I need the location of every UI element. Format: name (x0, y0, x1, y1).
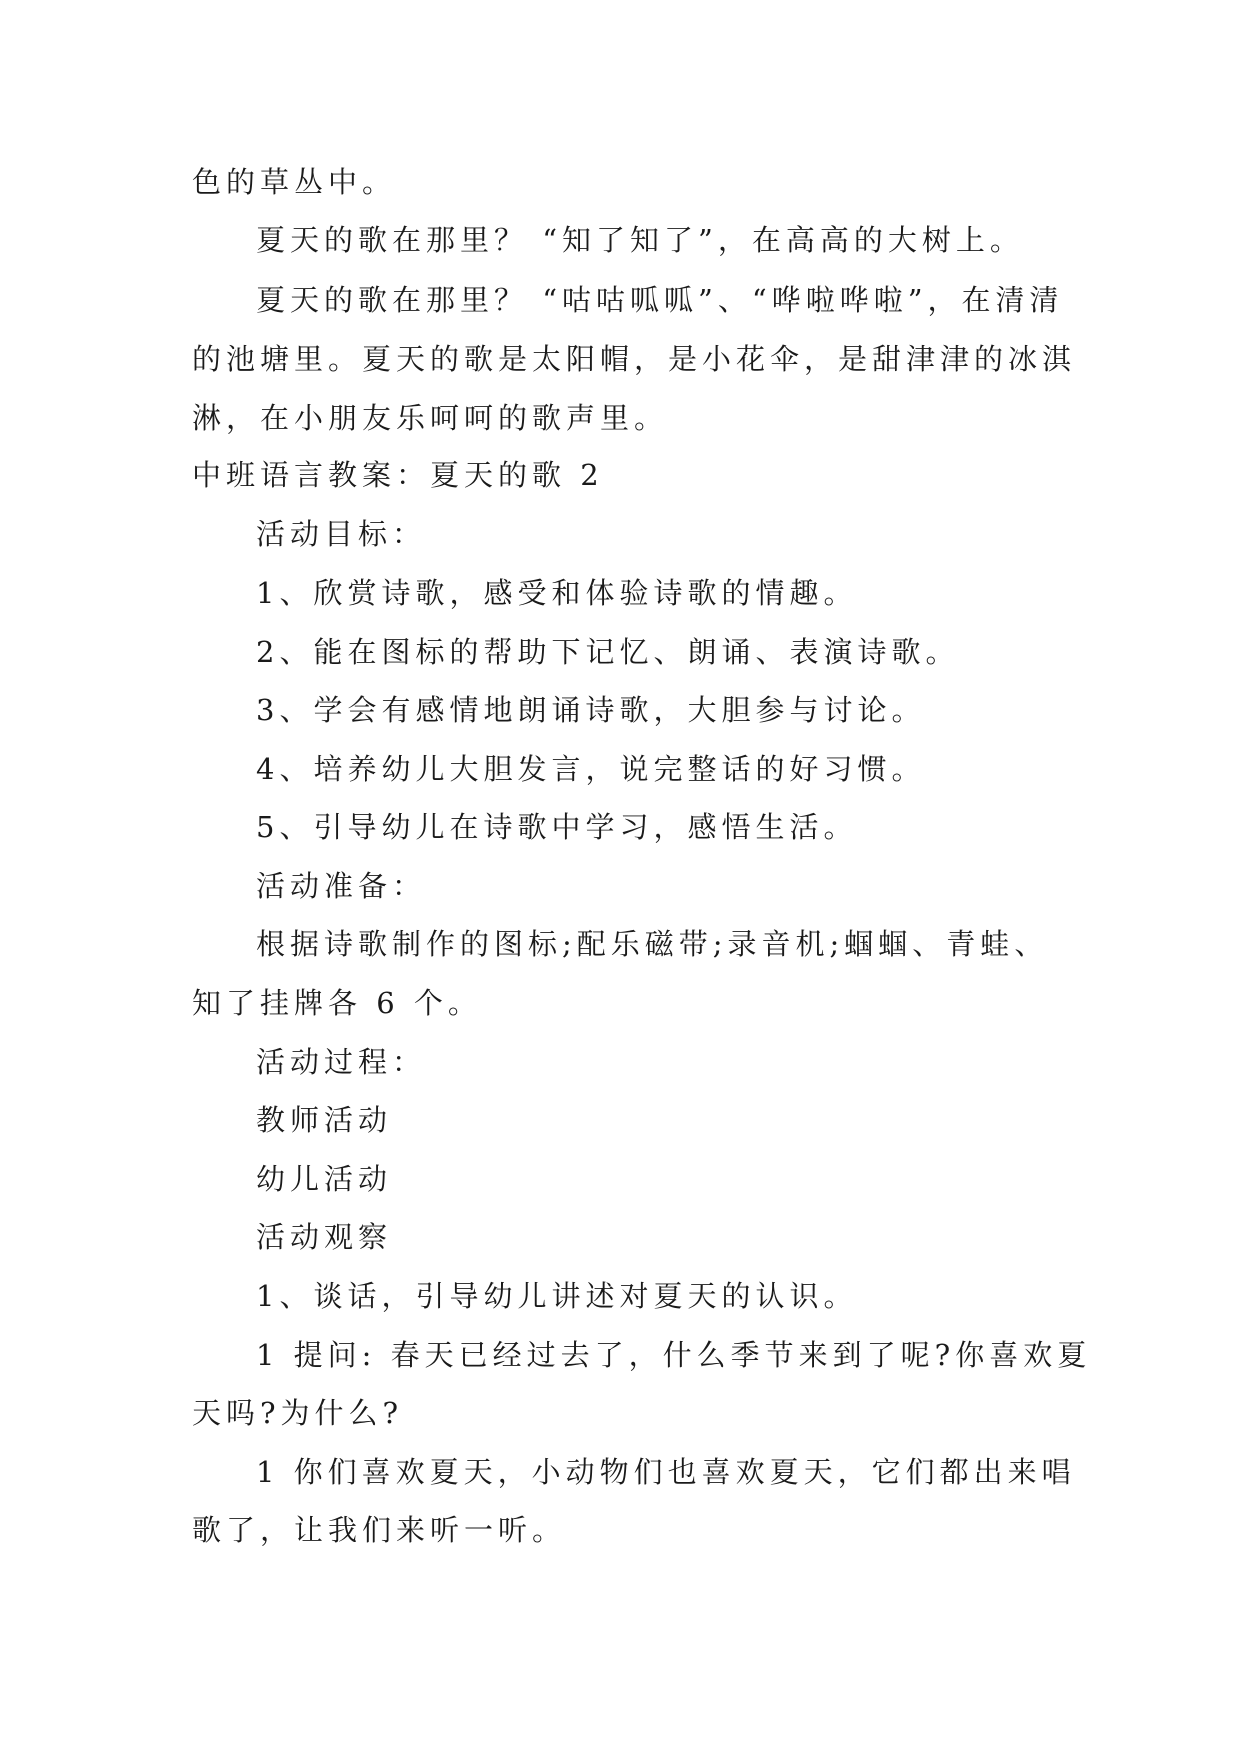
list-item: 2、能在图标的帮助下记忆、朗诵、表演诗歌。 (256, 635, 960, 669)
paragraph-line: 夏天的歌在那里？ “知了知了”，在高高的大树上。 (256, 223, 1024, 257)
list-item: 1、谈话，引导幼儿讲述对夏天的认识。 (256, 1279, 858, 1313)
paragraph-line: 夏天的歌在那里？ “咕咕呱呱”、“哗啦哗啦”，在清清 (256, 283, 1064, 317)
paragraph-line: 淋，在小朋友乐呵呵的歌声里。 (192, 401, 669, 435)
paragraph-line: 教师活动 (256, 1103, 393, 1137)
subheading: 活动目标： (256, 517, 427, 551)
subheading: 活动过程： (256, 1045, 427, 1079)
paragraph-line: 1 你们喜欢夏天，小动物们也喜欢夏天，它们都出来唱 (256, 1455, 1076, 1489)
list-item: 5、引导幼儿在诗歌中学习，感悟生活。 (256, 810, 858, 844)
list-item: 4、培养幼儿大胆发言，说完整话的好习惯。 (256, 752, 926, 786)
paragraph-line: 的池塘里。夏天的歌是太阳帽，是小花伞，是甜津津的冰淇 (192, 342, 1077, 376)
paragraph-line: 色的草丛中。 (192, 165, 397, 199)
list-item: 3、学会有感情地朗诵诗歌，大胆参与讨论。 (256, 693, 926, 727)
subheading: 活动准备： (256, 869, 427, 903)
paragraph-line: 1 提问: 春天已经过去了，什么季节来到了呢?你喜欢夏 (256, 1338, 1092, 1372)
paragraph-line: 活动观察 (256, 1220, 393, 1254)
section-heading: 中班语言教案：夏天的歌 2 (192, 458, 604, 492)
paragraph-line: 幼儿活动 (256, 1162, 393, 1196)
paragraph-line: 天吗?为什么? (192, 1396, 404, 1430)
paragraph-line: 根据诗歌制作的图标;配乐磁带;录音机;蝈蝈、青蛙、 (256, 927, 1049, 961)
paragraph-line: 知了挂牌各 6 个。 (192, 986, 482, 1020)
list-item: 1、欣赏诗歌，感受和体验诗歌的情趣。 (256, 576, 858, 610)
paragraph-line: 歌了，让我们来听一听。 (192, 1513, 567, 1547)
